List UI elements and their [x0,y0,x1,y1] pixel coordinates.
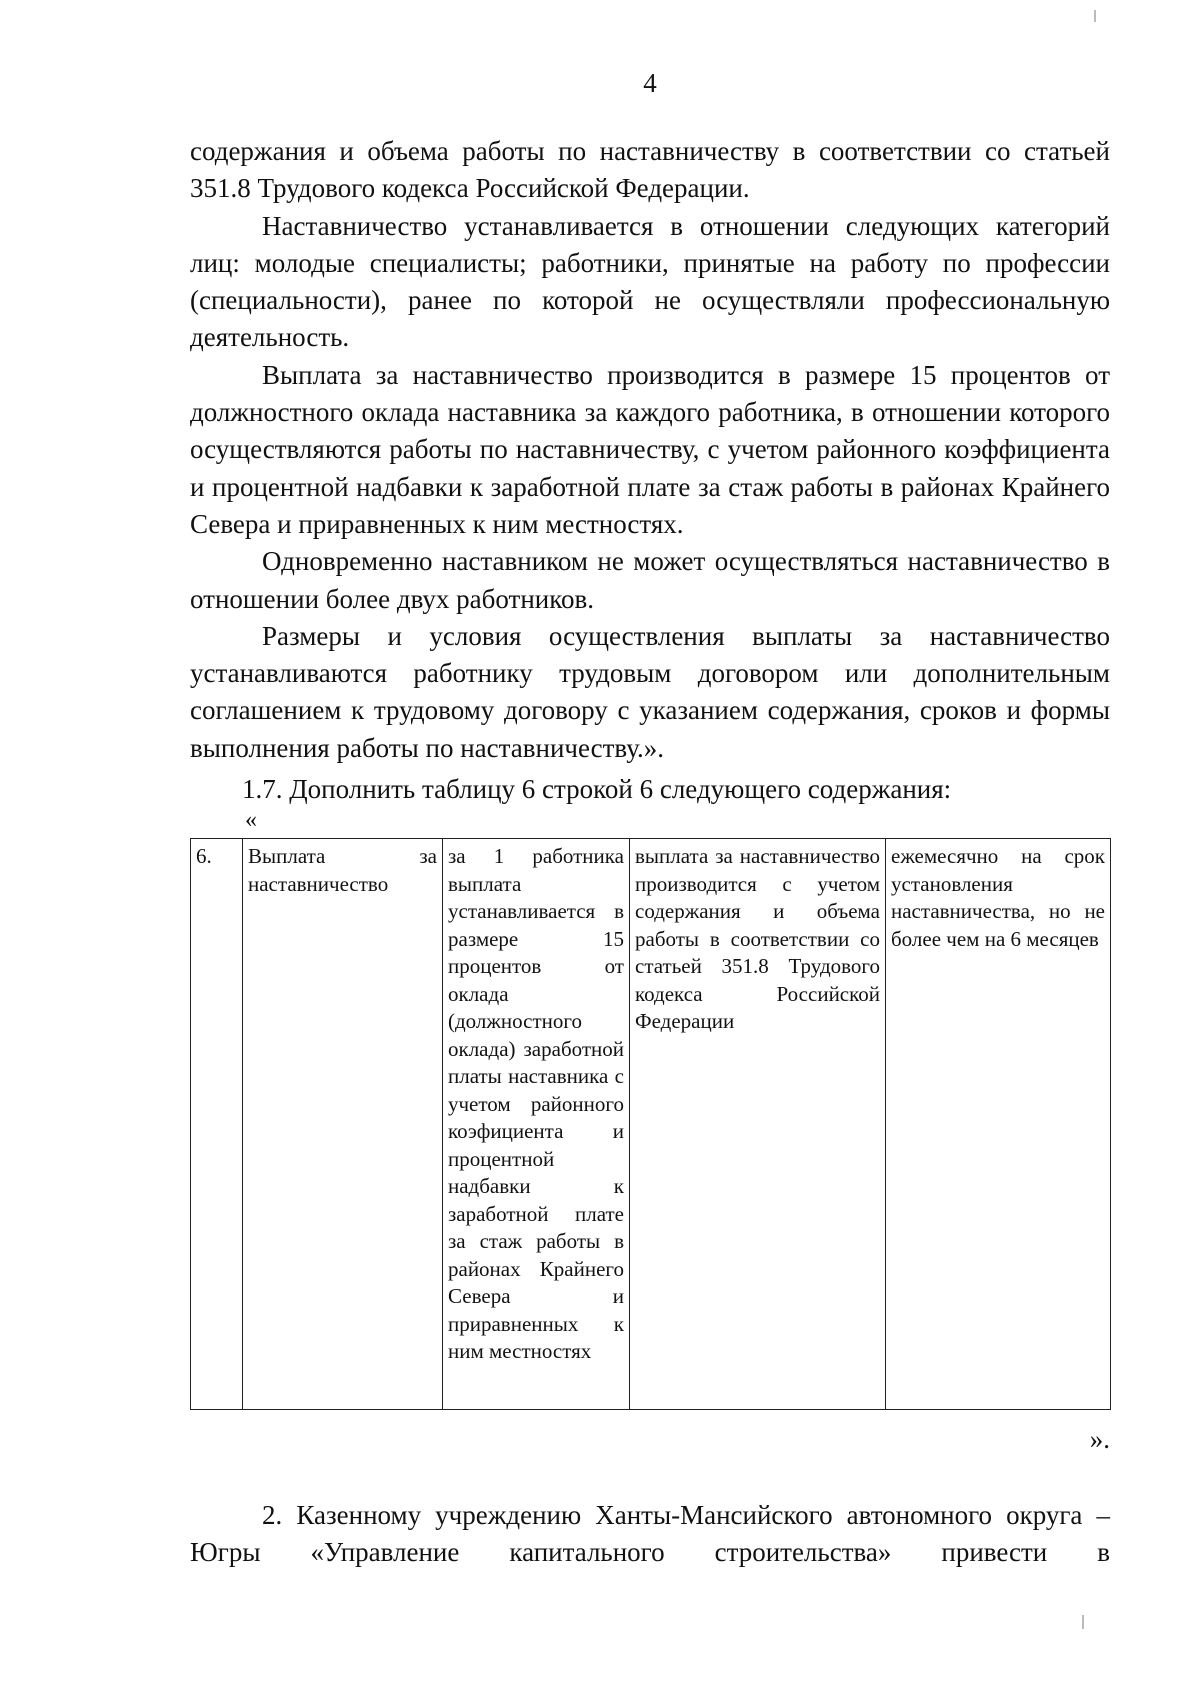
document-body-continued [190,1497,1110,1572]
table-row [191,839,1111,1410]
cell-payment-periodicity: ежемесячно на срок установления наставничества, но не более чем на 6 месяцев [886,839,1111,1410]
scan-mark [1082,1615,1084,1629]
cell-payment-amount: за 1 работника выплата устанавливается в размере 15 процентов от оклада (должностного оклада) заработной платы наставника с учетом районного коэфициента и процентной надбавки к заработной плате за стаж работы в районах Крайнего Севера и приравненных к ним местностях [443,839,630,1410]
document-page [190,0,1110,1686]
paragraph-mentoring-limit: Одновременно наставником не может осуществляться наставничество в отношении более двух работников. [190,546,1110,614]
paragraph-mentoring-categories: Наставничество устанавливается в отношении следующих категорий лиц: молодые специалисты; работники, принятые на работу по профессии (специальности), ранее по которой не осуществляли профессиональную деятельность. [190,210,1110,353]
paragraph-mentoring-payment: Выплата за наставничество производится в размере 15 процентов от должностного оклада наставника за каждого работника, в отношении которого осуществляются работы по наставничеству, с учетом районного коэффициента и процентной надбавки к заработной плате за стаж работы в районах Крайнего Севера и приравненных к ним местностях. [190,359,1110,539]
document-body [190,133,1110,808]
paragraph-2: 2. Казенному учреждению Ханты-Мансийского автономного округа – Югры «Управление капитального строительства» привести в [190,1500,1110,1568]
page-number: 4 [643,68,657,98]
cell-payment-condition: выплата за наставничество производится с учетом содержания и объема работы в соответствии со статьей 351.8 Трудового кодекса Российской Федерации [630,839,886,1410]
paragraph-payment-conditions: Размеры и условия осуществления выплаты за наставничество устанавливаются работнику трудовым договором или дополнительным соглашением к трудовому договору с указанием содержания, сроков и формы выполнения работы по наставничеству.». [190,620,1110,763]
paragraph-table-amendment: 1.7. Дополнить таблицу 6 строкой 6 следующего содержания: [242,774,952,805]
inserted-table-row [190,838,1111,1410]
opening-quote: « [245,807,257,833]
cell-number: 6. [191,839,243,1410]
paragraph-continuation: содержания и объема работы по наставничеству в соответствии со статьей 351.8 Трудового кодекса Российской Федерации. [190,136,1110,204]
cell-payment-name: Выплата за наставничество [243,839,443,1410]
scan-mark [1094,10,1096,22]
closing-quote: ». [1089,1424,1110,1454]
